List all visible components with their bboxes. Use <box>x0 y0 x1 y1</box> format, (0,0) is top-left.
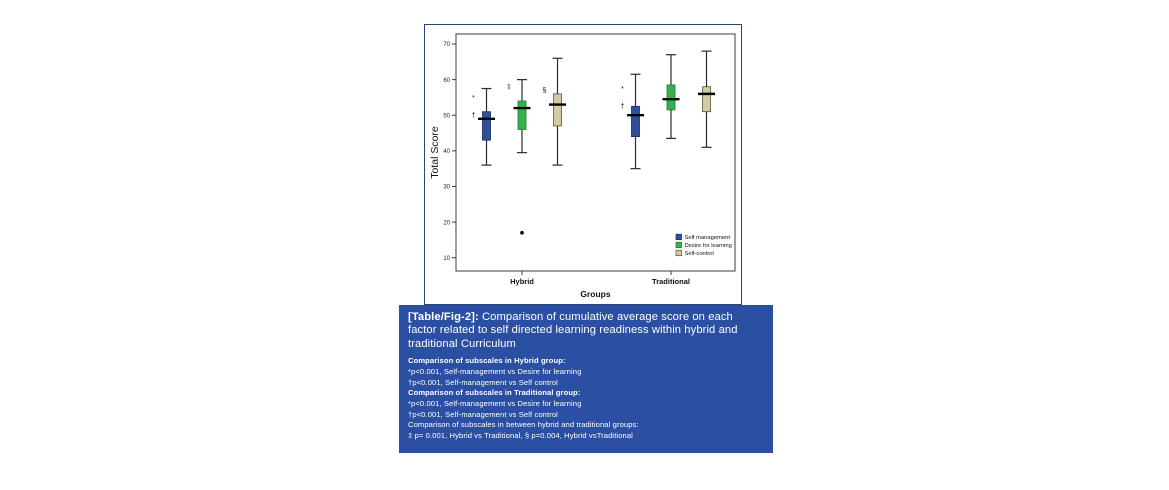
box-self-management-hybrid <box>472 89 495 166</box>
caption-note-line: Comparison of subscales in Traditional group: <box>408 388 581 398</box>
legend-label-self-control: Self-control <box>684 251 714 257</box>
figure-caption-box <box>399 305 773 453</box>
caption-note-line: *p<0.001, Self-management vs Desire for learning <box>408 366 582 376</box>
legend-swatch-self-management <box>676 234 682 240</box>
legend-label-self-management: Self management <box>684 235 730 241</box>
iqr-box <box>554 94 562 126</box>
caption-note-line: †p<0.001, Self-management vs Self control <box>408 377 558 387</box>
legend-swatch-self-control <box>676 250 682 256</box>
significance-marker: * <box>472 94 475 102</box>
caption-label: [Table/Fig-2]: <box>408 311 479 323</box>
iqr-box <box>518 101 526 129</box>
iqr-box <box>632 106 640 136</box>
caption-note-line: ‡ p= 0.001, Hybrid vs Traditional, § p=0.004, Hybrid vsTraditional <box>408 431 633 441</box>
caption-note-line: *p<0.001, Self-management vs Desire for learning <box>408 399 582 409</box>
x-axis-title: Groups <box>580 289 611 299</box>
caption-note-line: Comparison of subscales in Hybrid group: <box>408 356 566 366</box>
box-desire-for-learning-traditional <box>663 55 680 139</box>
legend-label-desire-for-learning: Desire for learning <box>684 243 732 249</box>
boxplot-panel <box>424 24 742 305</box>
y-tick-label: 10 <box>443 255 450 262</box>
box-self-control-hybrid <box>543 58 566 165</box>
y-tick-label: 50 <box>443 113 450 120</box>
legend <box>676 234 732 257</box>
y-tick-label: 30 <box>443 184 450 191</box>
y-tick-label: 20 <box>443 220 450 227</box>
significance-marker: † <box>471 112 476 120</box>
significance-marker: * <box>621 85 624 93</box>
iqr-box <box>483 112 491 140</box>
y-axis-title: Total Score <box>429 126 441 179</box>
boxplot-chart <box>425 25 741 304</box>
x-axis <box>510 271 690 286</box>
y-tick-label: 40 <box>443 149 450 156</box>
significance-marker: § <box>542 87 547 95</box>
iqr-box <box>667 85 675 110</box>
caption-note-line: †p<0.001, Self-management vs Self control <box>408 409 558 419</box>
legend-swatch-desire-for-learning <box>676 242 682 248</box>
box-self-control-traditional <box>698 51 715 147</box>
caption-text: Comparison of cumulative average score on each factor related to self directed learning readiness within hybrid and traditional Curriculum <box>408 311 738 350</box>
x-category-label: Hybrid <box>510 277 534 286</box>
iqr-box <box>703 87 711 112</box>
outlier-point <box>520 231 524 235</box>
y-tick-label: 60 <box>443 77 450 84</box>
significance-marker: ‡ <box>507 84 511 92</box>
x-category-label: Traditional <box>652 277 690 286</box>
caption-title <box>408 311 764 351</box>
significance-marker: † <box>620 103 625 111</box>
box-desire-for-learning-hybrid <box>507 80 530 235</box>
box-self-management-traditional <box>621 74 644 168</box>
y-axis <box>443 42 456 262</box>
caption-note-line: Comparison of subscales in between hybrid and traditional groups: <box>408 420 639 430</box>
y-tick-label: 70 <box>443 42 450 49</box>
caption-notes <box>408 356 764 442</box>
